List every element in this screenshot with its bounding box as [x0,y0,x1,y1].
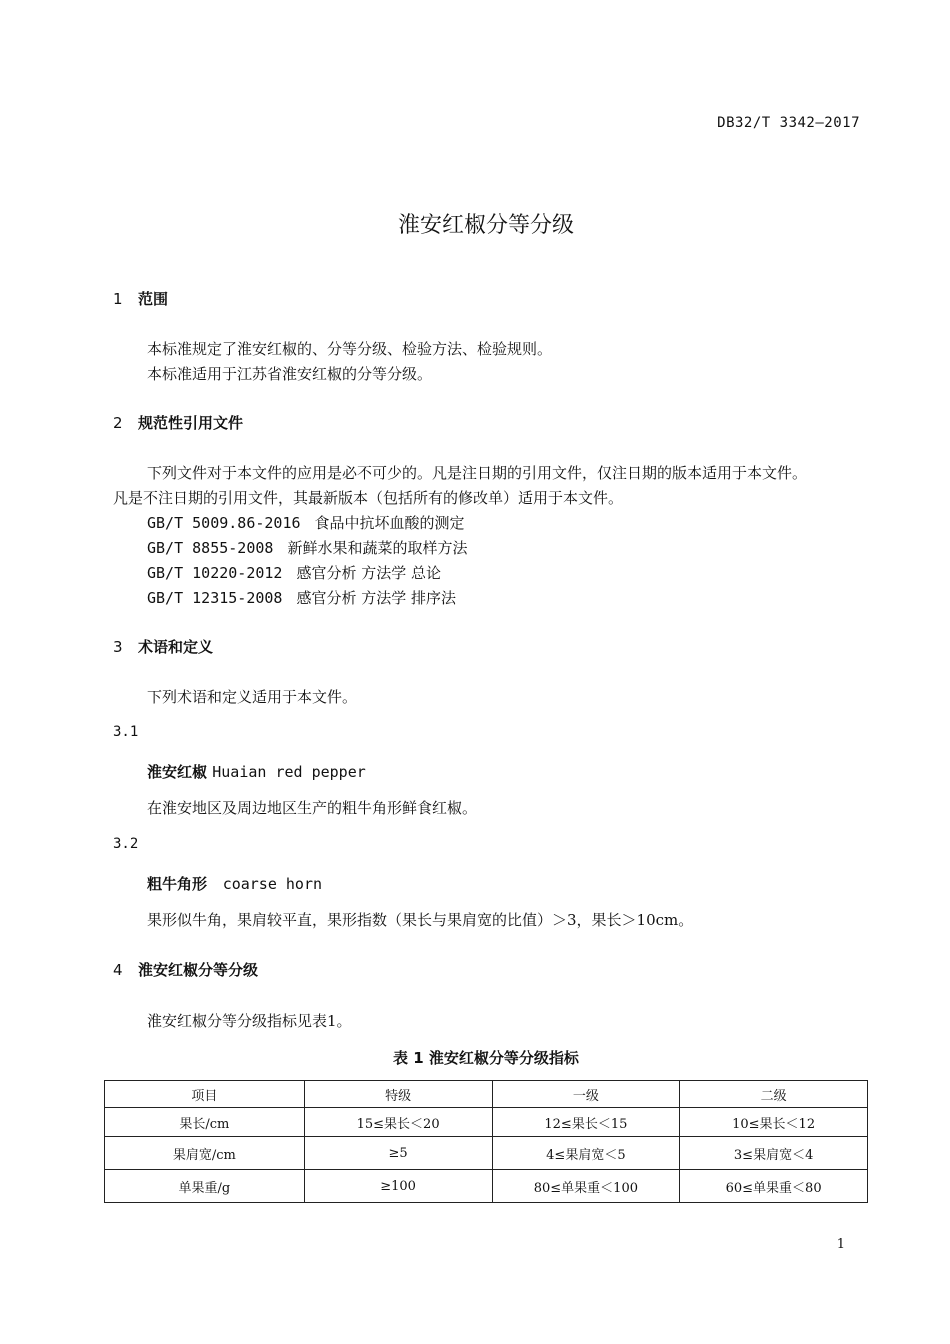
table-cell: 12≤果长＜15 [492,1108,680,1137]
table-cell: 60≤单果重＜80 [680,1170,868,1203]
table-row [105,1108,868,1137]
paragraph: 本标准规定了淮安红椒的、分等分级、检验方法、检验规则。 [147,340,553,358]
table-header-cell: 项目 [105,1081,305,1108]
subsection-number: 3.2 [113,836,139,852]
table-row [105,1137,868,1170]
subsection-number: 3.1 [113,724,139,740]
table-header-cell: 二级 [680,1081,868,1108]
term-zh: 粗牛角形 [147,875,208,893]
page-number: 1 [836,1237,845,1252]
table-cell: 4≤果肩宽＜5 [492,1137,680,1170]
term-en: Huaian red pepper [212,763,366,781]
table-row [105,1170,868,1203]
document-code: DB32/T 3342—2017 [717,115,860,131]
paragraph: 下列文件对于本文件的应用是必不可少的。凡是注日期的引用文件，仅注日期的版本适用于本文件。 [147,464,808,482]
reference-title: 感官分析 方法学 排序法 [296,589,457,607]
table-cell: 果长/cm [105,1108,305,1137]
section-number: 3 [113,638,123,656]
table-cell: 单果重/g [105,1170,305,1203]
table-cell: ≥5 [304,1137,492,1170]
table-cell: 15≤果长＜20 [304,1108,492,1137]
section-title: 术语和定义 [138,638,214,656]
paragraph: 下列术语和定义适用于本文件。 [147,688,358,706]
table-cell: ≥100 [304,1170,492,1203]
reference-item [147,562,441,583]
term-zh: 淮安红椒 [147,763,208,781]
term-definition: 果形似牛角，果肩较平直，果形指数（果长与果肩宽的比值）＞3，果长＞10cm。 [147,911,694,929]
reference-title: 感官分析 方法学 总论 [296,564,442,582]
section-title: 规范性引用文件 [138,414,244,432]
reference-code: GB/T 5009.86-2016 [147,514,301,532]
reference-code: GB/T 8855-2008 [147,539,274,557]
table-header-cell: 一级 [492,1081,680,1108]
table-cell: 80≤单果重＜100 [492,1170,680,1203]
reference-code: GB/T 10220-2012 [147,564,283,582]
reference-item [147,537,467,558]
section-number: 2 [113,414,123,432]
reference-code: GB/T 12315-2008 [147,589,283,607]
table-cell: 10≤果长＜12 [680,1108,868,1137]
paragraph: 凡是不注日期的引用文件，其最新版本（包括所有的修改单）适用于本文件。 [113,489,624,507]
reference-item [147,512,465,533]
term-en: coarse horn [222,875,323,893]
section-number: 4 [113,961,123,979]
paragraph: 本标准适用于江苏省淮安红椒的分等分级。 [147,365,433,383]
section-title: 淮安红椒分等分级 [138,961,259,979]
table-header-cell: 特级 [304,1081,492,1108]
grading-table [104,1080,868,1203]
reference-title: 新鲜水果和蔬菜的取样方法 [287,539,468,557]
document-title: 淮安红椒分等分级 [397,213,574,238]
table-cell: 果肩宽/cm [105,1137,305,1170]
reference-title: 食品中抗坏血酸的测定 [314,514,465,532]
paragraph: 淮安红椒分等分级指标见表1。 [147,1012,352,1030]
term-heading [147,873,322,894]
table-caption: 表 1 淮安红椒分等分级指标 [393,1049,579,1067]
section-1-heading [113,288,168,309]
table-cell: 3≤果肩宽＜4 [680,1137,868,1170]
section-3-heading [113,636,213,657]
section-number: 1 [113,290,123,308]
section-2-heading [113,412,243,433]
term-definition: 在淮安地区及周边地区生产的粗牛角形鲜食红椒。 [147,799,478,817]
reference-item [147,587,456,608]
term-heading [147,761,366,782]
table-header-row [105,1081,868,1108]
section-title: 范围 [138,290,169,308]
section-4-heading [113,959,258,980]
